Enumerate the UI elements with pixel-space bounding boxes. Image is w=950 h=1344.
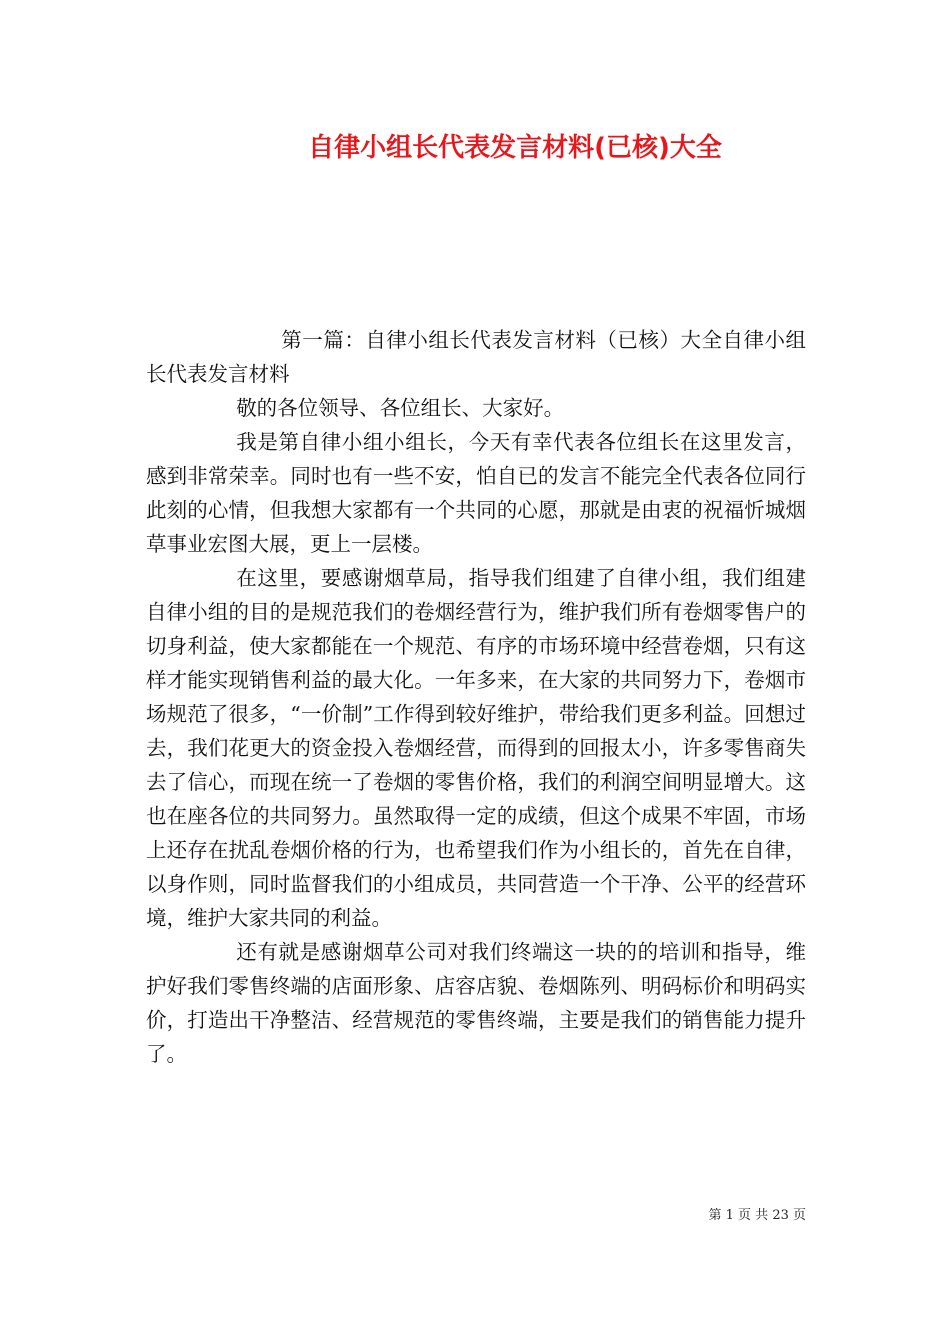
page-number-footer: 第 1 页 共 23 页	[708, 1208, 806, 1223]
document-title: 自律小组长代表发言材料(已核)大全	[308, 133, 722, 163]
paragraph-greeting: 敬的各位领导、各位组长、大家好。	[236, 396, 565, 420]
paragraph-thanks-company: 还有就是感谢烟草公司对我们终端这一块的的培训和指导，维护好我们零售终端的店面形象、店容店貌、卷烟陈列、明码标价和明码实价，打造出干净整洁、经营规范的零售终端，主要是我们的销售能力提升了。	[146, 940, 806, 1066]
document-body	[146, 323, 806, 1071]
paragraph-heading: 第一篇：自律小组长代表发言材料（已核）大全自律小组长代表发言材料	[146, 328, 806, 386]
paragraph-intro: 我是第自律小组小组长，今天有幸代表各位组长在这里发言，感到非常荣幸。同时也有一些不安，怕自已的发言不能完全代表各位同行此刻的心情，但我想大家都有一个共同的心愿，那就是由衷的祝福忻城烟草事业宏图大展，更上一层楼。	[146, 430, 806, 556]
paragraph-thanks-bureau: 在这里，要感谢烟草局，指导我们组建了自律小组，我们组建自律小组的目的是规范我们的卷烟经营行为，维护我们所有卷烟零售户的切身利益，使大家都能在一个规范、有序的市场环境中经营卷烟，只有这样才能实现销售利益的最大化。一年多来，在大家的共同努力下，卷烟市场规范了很多，“一价制”工作得到较好维护，带给我们更多利益。回想过去，我们花更大的资金投入卷烟经营，而得到的回报太小，许多零售商失去了信心，而现在统一了卷烟的零售价格，我们的利润空间明显增大。这也在座各位的共同努力。虽然取得一定的成绩，但这个成果不牢固，市场上还存在扰乱卷烟价格的行为，也希望我们作为小组长的，首先在自律，以身作则，同时监督我们的小组成员，共同营造一个干净、公平的经营环境，维护大家共同的利益。	[146, 566, 806, 930]
